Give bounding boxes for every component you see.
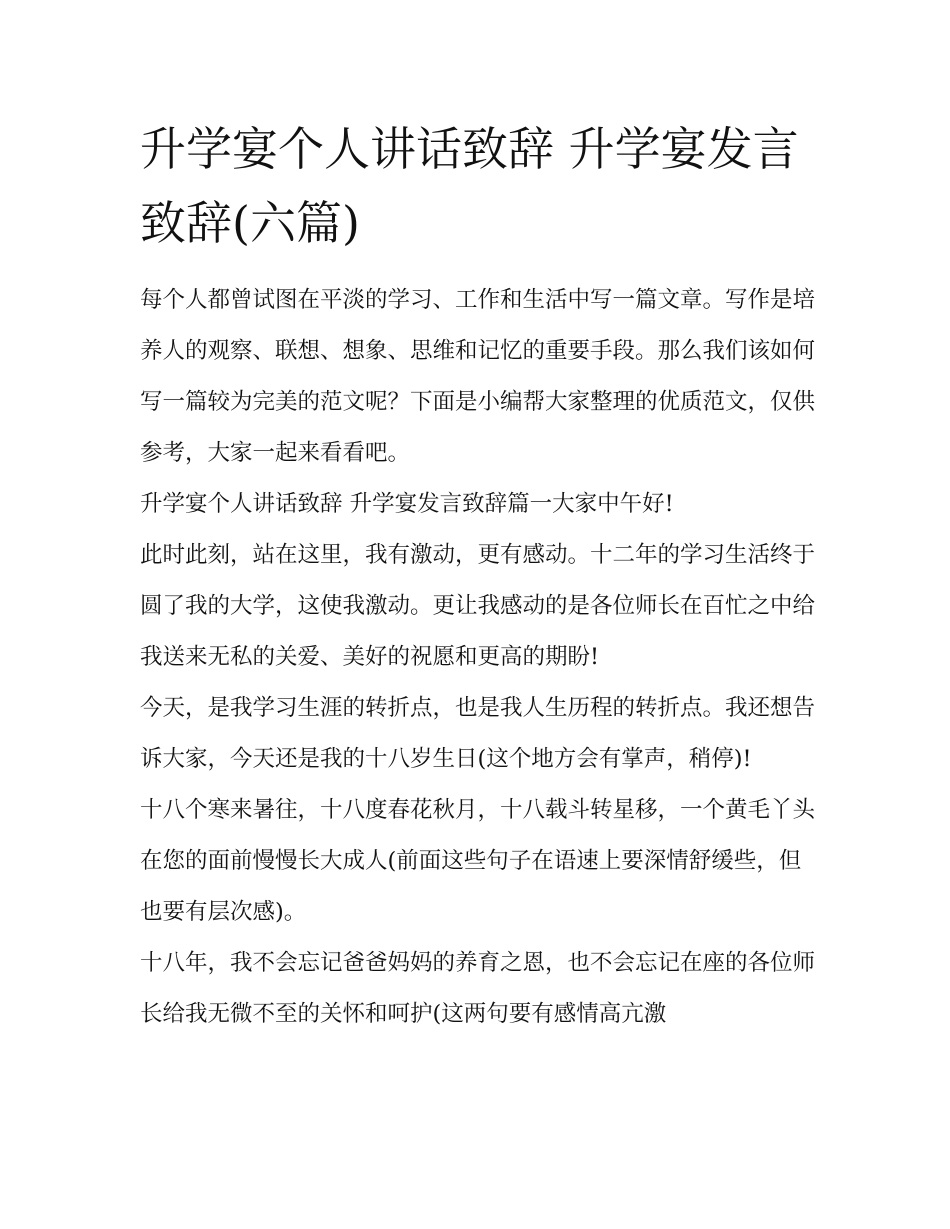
paragraph: 升学宴个人讲话致辞 升学宴发言致辞篇一大家中午好! (140, 491, 674, 517)
paragraph: 每个人都曾试图在平淡的学习、工作和生活中写一篇文章。写作是培养人的观察、联想、想象、思维和记忆的重要手段。那么我们该如何写一篇较为完美的范文呢？下面是小编帮大家整理的优质范文，仅供参考，大家一起来看看吧。 (140, 287, 816, 466)
paragraph: 十八个寒来暑往，十八度春花秋月，十八载斗转星移，一个黄毛丫头在您的面前慢慢长大成人(前面这些句子在语速上要深情舒缓些，但也要有层次感)。 (140, 797, 816, 925)
paragraph: 今天，是我学习生涯的转折点，也是我人生历程的转折点。我还想告诉大家，今天还是我的十八岁生日(这个地方会有掌声，稍停)! (140, 695, 816, 772)
paragraph: 此时此刻，站在这里，我有激动，更有感动。十二年的学习生活终于圆了我的大学，这使我激动。更让我感动的是各位师长在百忙之中给我送来无私的关爱、美好的祝愿和更高的期盼! (140, 542, 816, 670)
document-body (140, 275, 815, 1040)
document-title: 升学宴个人讲话致辞 升学宴发言致辞(六篇) (140, 122, 799, 250)
paragraph: 十八年，我不会忘记爸爸妈妈的养育之恩，也不会忘记在座的各位师长给我无微不至的关怀和呵护(这两句要有感情高亢激 (140, 950, 816, 1027)
